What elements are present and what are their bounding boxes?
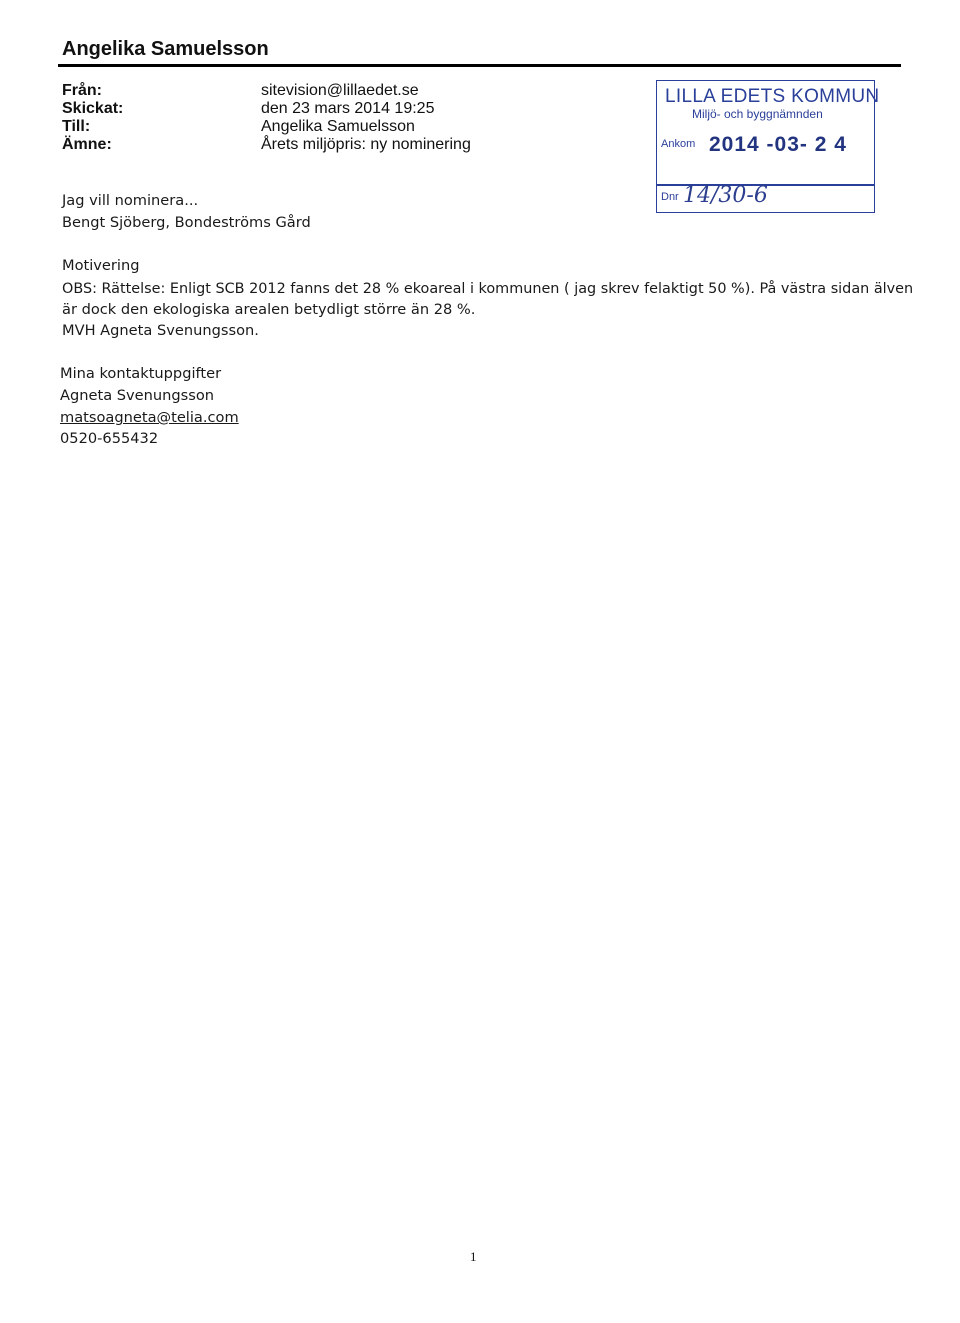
motivation-heading: Motivering <box>62 257 140 274</box>
sent-label: Skickat: <box>62 100 124 117</box>
contact-name: Agneta Svenungsson <box>60 387 215 404</box>
header-rule <box>58 64 901 67</box>
nominate-line: Jag vill nominera... <box>62 192 199 209</box>
from-value: sitevision@lillaedet.se <box>261 82 419 99</box>
motivation-line-1: OBS: Rättelse: Enligt SCB 2012 fanns det 28 % ekoareal i kommunen ( jag skrev felaktigt 50 %). På västra sidan älven <box>62 281 914 297</box>
from-label: Från: <box>62 82 102 99</box>
contact-phone: 0520-655432 <box>60 430 159 447</box>
contact-heading: Mina kontaktuppgifter <box>60 365 222 382</box>
subject-label: Ämne: <box>62 136 112 153</box>
stamp-department: Miljö- och byggnämnden <box>692 107 823 121</box>
subject-value: Årets miljöpris: ny nominering <box>261 136 471 153</box>
contact-email-link[interactable]: matsoagneta@telia.com <box>60 409 239 426</box>
sent-value: den 23 mars 2014 19:25 <box>261 100 435 117</box>
motivation-line-2: är dock den ekologiska arealen betydligt större än 28 %. <box>62 301 476 318</box>
signoff: MVH Agneta Svenungsson. <box>62 322 259 339</box>
owner-name: Angelika Samuelsson <box>62 38 269 60</box>
stamp-dnr-value: 14/30-6 <box>683 183 768 208</box>
nominee: Bengt Sjöberg, Bondeströms Gård <box>62 214 311 231</box>
stamp-organization: LILLA EDETS KOMMUN <box>665 86 880 107</box>
received-stamp <box>656 80 880 213</box>
stamp-dnr-label: Dnr <box>661 191 679 203</box>
stamp-received-label: Ankom <box>661 138 696 150</box>
to-value: Angelika Samuelsson <box>261 118 415 135</box>
stamp-received-date: 2014 -03- 2 4 <box>709 133 847 156</box>
to-label: Till: <box>62 118 91 135</box>
page-number: 1 <box>470 1249 477 1264</box>
